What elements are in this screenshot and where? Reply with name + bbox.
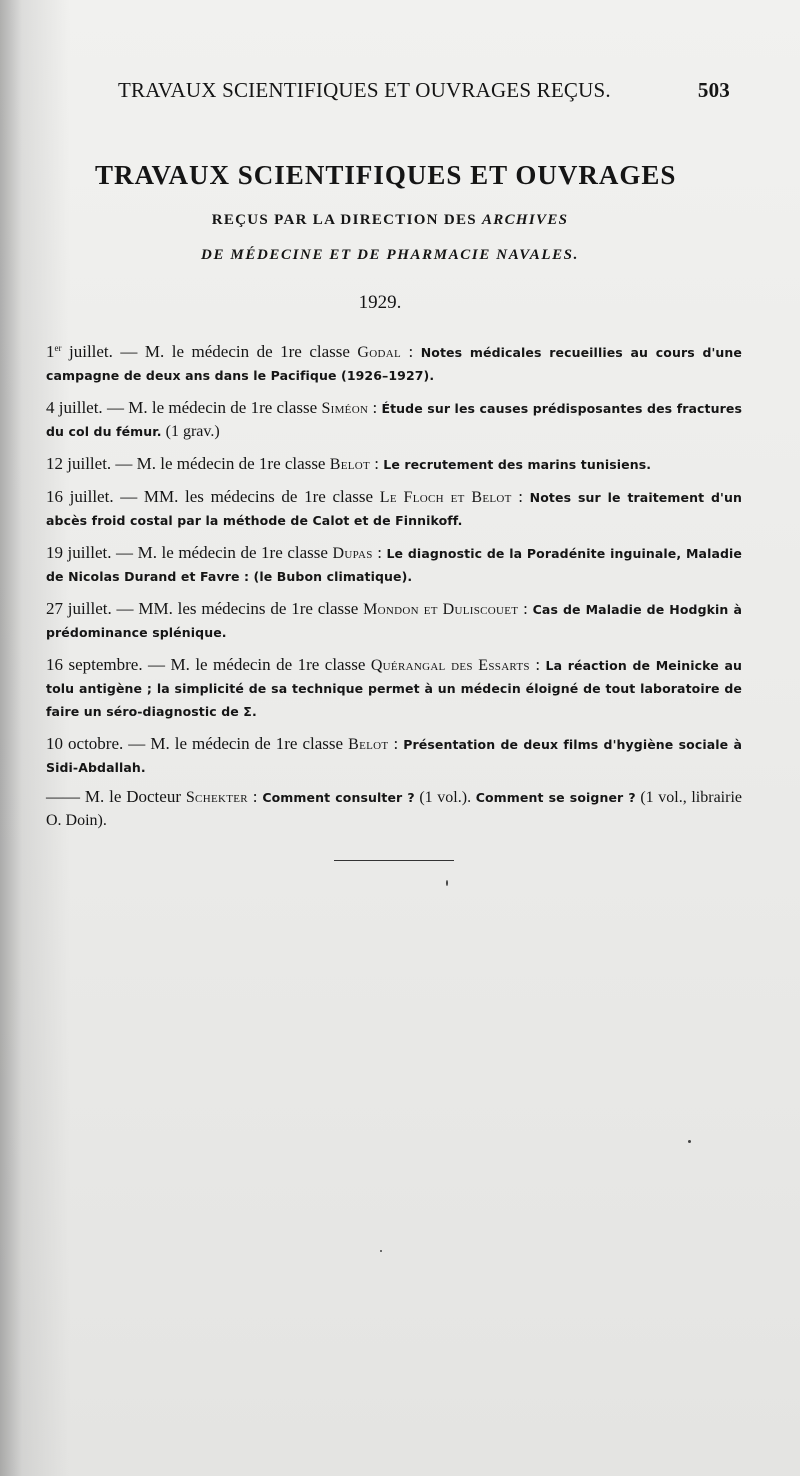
entry-date-number: 16 [46, 655, 63, 674]
entry-lead: — M. le médecin de 1re classe [142, 655, 371, 674]
section-end-rule [334, 860, 454, 861]
entry-separator: : [529, 655, 546, 674]
entry-work-title: Cas de Maladie de Hodgkin à prédominance splénique. [46, 602, 742, 640]
entry-date-word: octobre. [63, 734, 124, 753]
entry-date-number: 10 [46, 734, 63, 753]
entry-list [46, 337, 742, 838]
entry-work-title: Le diagnostic de la Poradénite inguinale, Maladie de Nicolas Durand et Favre : (le Bubon climatique). [46, 546, 742, 584]
entry-date [46, 487, 114, 506]
entry-work-title-2: Comment se soigner ? [475, 790, 636, 805]
entry-le-floch-belot [46, 482, 742, 532]
entry-separator: : [370, 454, 384, 473]
entry-date-number: 4 [46, 398, 55, 417]
subtitle-line-1-plain: REÇUS PAR LA DIRECTION DES [211, 212, 482, 228]
entry-schekter [46, 785, 742, 832]
entry-date [46, 398, 103, 417]
entry-querangal [46, 650, 742, 723]
entry-date [46, 599, 112, 618]
subtitle-line-2: DE MÉDECINE ET DE PHARMACIE NAVALES. [201, 247, 579, 263]
entry-separator: : [511, 487, 530, 506]
entry-belot-2 [46, 729, 742, 779]
entry-date-number: 16 [46, 487, 63, 506]
entry-work-title: Étude sur les causes prédisposantes des fractures du col du fémur. [46, 401, 742, 439]
entry-date-word: juillet. [63, 543, 112, 562]
entry-work-title: Présentation de deux films d'hygiène sociale à Sidi-Abdallah. [46, 737, 742, 775]
entry-date-number: 12 [46, 454, 63, 473]
entry-separator: : [388, 734, 404, 753]
entry-author: Siméon [321, 400, 369, 417]
entry-date-word: septembre. [63, 655, 143, 674]
entry-date-word: juillet. [54, 398, 103, 417]
running-head-title: TRAVAUX SCIENTIFIQUES ET OUVRAGES REÇUS. [118, 78, 611, 102]
entry-separator: : [372, 543, 387, 562]
scan-speck [688, 1140, 691, 1143]
entry-lead: — M. le médecin de 1re classe [111, 454, 330, 473]
entry-date [46, 454, 111, 473]
subtitle-line-1 [180, 212, 600, 229]
entry-tail: (1 grav.) [161, 423, 220, 440]
entry-date [46, 655, 143, 674]
entry-date-word: juillet. [61, 342, 113, 361]
entry-author: Belot [348, 736, 389, 753]
entry-date [46, 342, 113, 361]
entry-author: Godal [357, 344, 402, 361]
entry-date-ordinal: er [54, 343, 62, 353]
entry-tail: (1 vol.). [414, 789, 476, 806]
entry-mondon-duliscouet [46, 594, 742, 644]
entry-date-number: 1 [46, 342, 55, 361]
entry-date [46, 543, 111, 562]
entry-lead: —— M. le Docteur [46, 787, 186, 806]
entry-author: Schekter [185, 789, 248, 806]
entry-separator: : [518, 599, 533, 618]
entry-lead: — M. le médecin de 1re classe [112, 342, 358, 361]
entry-lead: — M. le médecin de 1re classe [123, 734, 349, 753]
entry-author: Le Floch et Belot [379, 489, 512, 506]
entry-lead: — M. le médecin de 1re classe [111, 543, 333, 562]
entry-godal [46, 337, 742, 387]
entry-date-word: juillet. [63, 454, 112, 473]
running-head [118, 78, 730, 108]
entry-date-number: 27 [46, 599, 63, 618]
entry-author: Belot [329, 456, 371, 473]
entry-tail-2: (1 vol., librairie O. Doin). [46, 789, 742, 829]
entry-lead: — MM. les médecins de 1re classe [111, 599, 364, 618]
entry-date-number: 19 [46, 543, 63, 562]
entry-separator: : [401, 342, 421, 361]
entry-simeon [46, 393, 742, 443]
entry-belot-1 [46, 449, 742, 476]
entry-dupas [46, 538, 742, 588]
entry-date-word: juillet. [63, 487, 114, 506]
entry-author: Mondon et Duliscouet [363, 601, 519, 618]
entry-author: Quérangal des Essarts [370, 657, 530, 674]
entry-work-title: La réaction de Meinicke au tolu antigène ; la simplicité de sa technique permet à un médecin éloigné de tout laboratoire de faire un séro-diagnostic de Σ. [46, 658, 743, 719]
entry-lead: — M. le médecin de 1re classe [102, 398, 322, 417]
entry-work-title: Notes médicales recueillies au cours d'une campagne de deux ans dans le Pacifique (1926–1927). [46, 345, 742, 383]
entry-author: Dupas [332, 545, 373, 562]
entry-date-word: juillet. [63, 599, 112, 618]
entry-separator: : [368, 398, 382, 417]
scan-speck [380, 1250, 382, 1252]
entry-work-title: Notes sur le traitement d'un abcès froid costal par la méthode de Calot et de Finnikoff. [46, 490, 742, 528]
entry-work-title: Le recrutement des marins tunisiens. [383, 457, 652, 472]
entry-lead: — MM. les médecins de 1re classe [113, 487, 380, 506]
entry-work-title: Comment consulter ? [262, 790, 415, 805]
page-title: TRAVAUX SCIENTIFIQUES ET OUVRAGES [95, 160, 677, 190]
page-number: 503 [697, 78, 730, 102]
entry-date [46, 734, 123, 753]
entry-separator: : [247, 787, 263, 806]
scan-speck [446, 880, 448, 886]
year-heading: 1929. [358, 292, 402, 313]
subtitle-line-1-italic: ARCHIVES [482, 212, 569, 228]
